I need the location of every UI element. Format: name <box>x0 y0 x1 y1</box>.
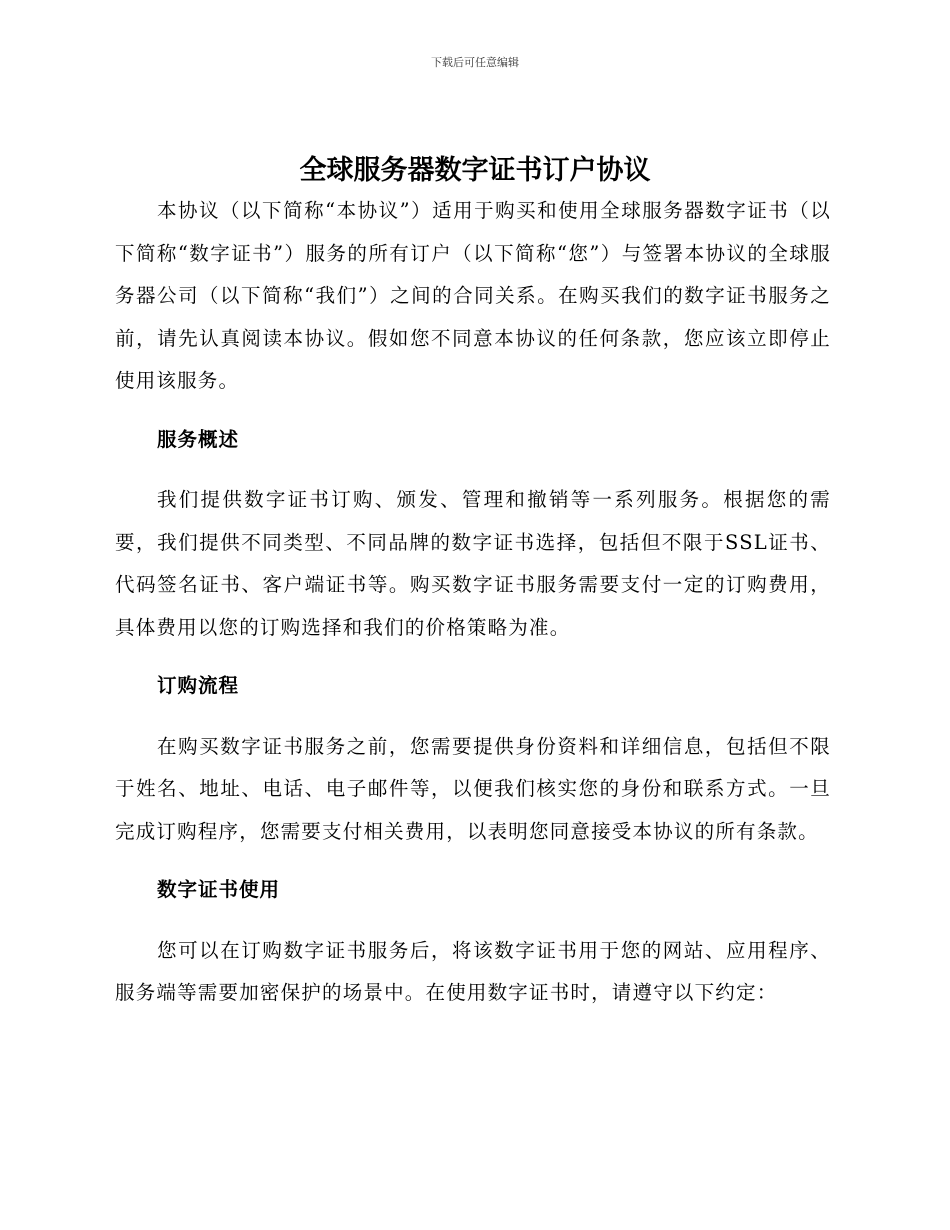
section-heading-usage: 数字证书使用 <box>157 878 281 901</box>
section-body-ordering: 在购买数字证书服务之前，您需要提供身份资料和详细信息，包括但不限于姓名、地址、电话、电子邮件等，以便我们核实您的身份和联系方式。一旦完成订购程序，您需要支付相关费用，以表明您同意接受本协议的所有条款。 <box>115 734 831 843</box>
section-heading-ordering: 订购流程 <box>157 674 240 697</box>
document-title: 全球服务器数字证书订户协议 <box>299 155 651 186</box>
document-body <box>115 190 831 1015</box>
section-body-usage: 您可以在订购数字证书服务后，将该数字证书用于您的网站、应用程序、服务端等需要加密保护的场景中。在使用数字证书时，请遵守以下约定： <box>115 938 831 1004</box>
section-heading-overview: 服务概述 <box>157 427 240 451</box>
header-note: 下载后可任意编辑 <box>431 56 519 69</box>
intro-paragraph: 本协议（以下简称“本协议”）适用于购买和使用全球服务器数字证书（以下简称“数字证书”）服务的所有订户（以下简称“您”）与签署本协议的全球服务器公司（以下简称“我们”）之间的合同关系。在购买我们的数字证书服务之前，请先认真阅读本协议。假如您不同意本协议的任何条款，您应该立即停止使用该服务。 <box>115 199 831 392</box>
section-body-overview: 我们提供数字证书订购、颁发、管理和撤销等一系列服务。根据您的需要，我们提供不同类型、不同品牌的数字证书选择，包括但不限于SSL证书、代码签名证书、客户端证书等。购买数字证书服务需要支付一定的订购费用，具体费用以您的订购选择和我们的价格策略为准。 <box>115 488 831 639</box>
